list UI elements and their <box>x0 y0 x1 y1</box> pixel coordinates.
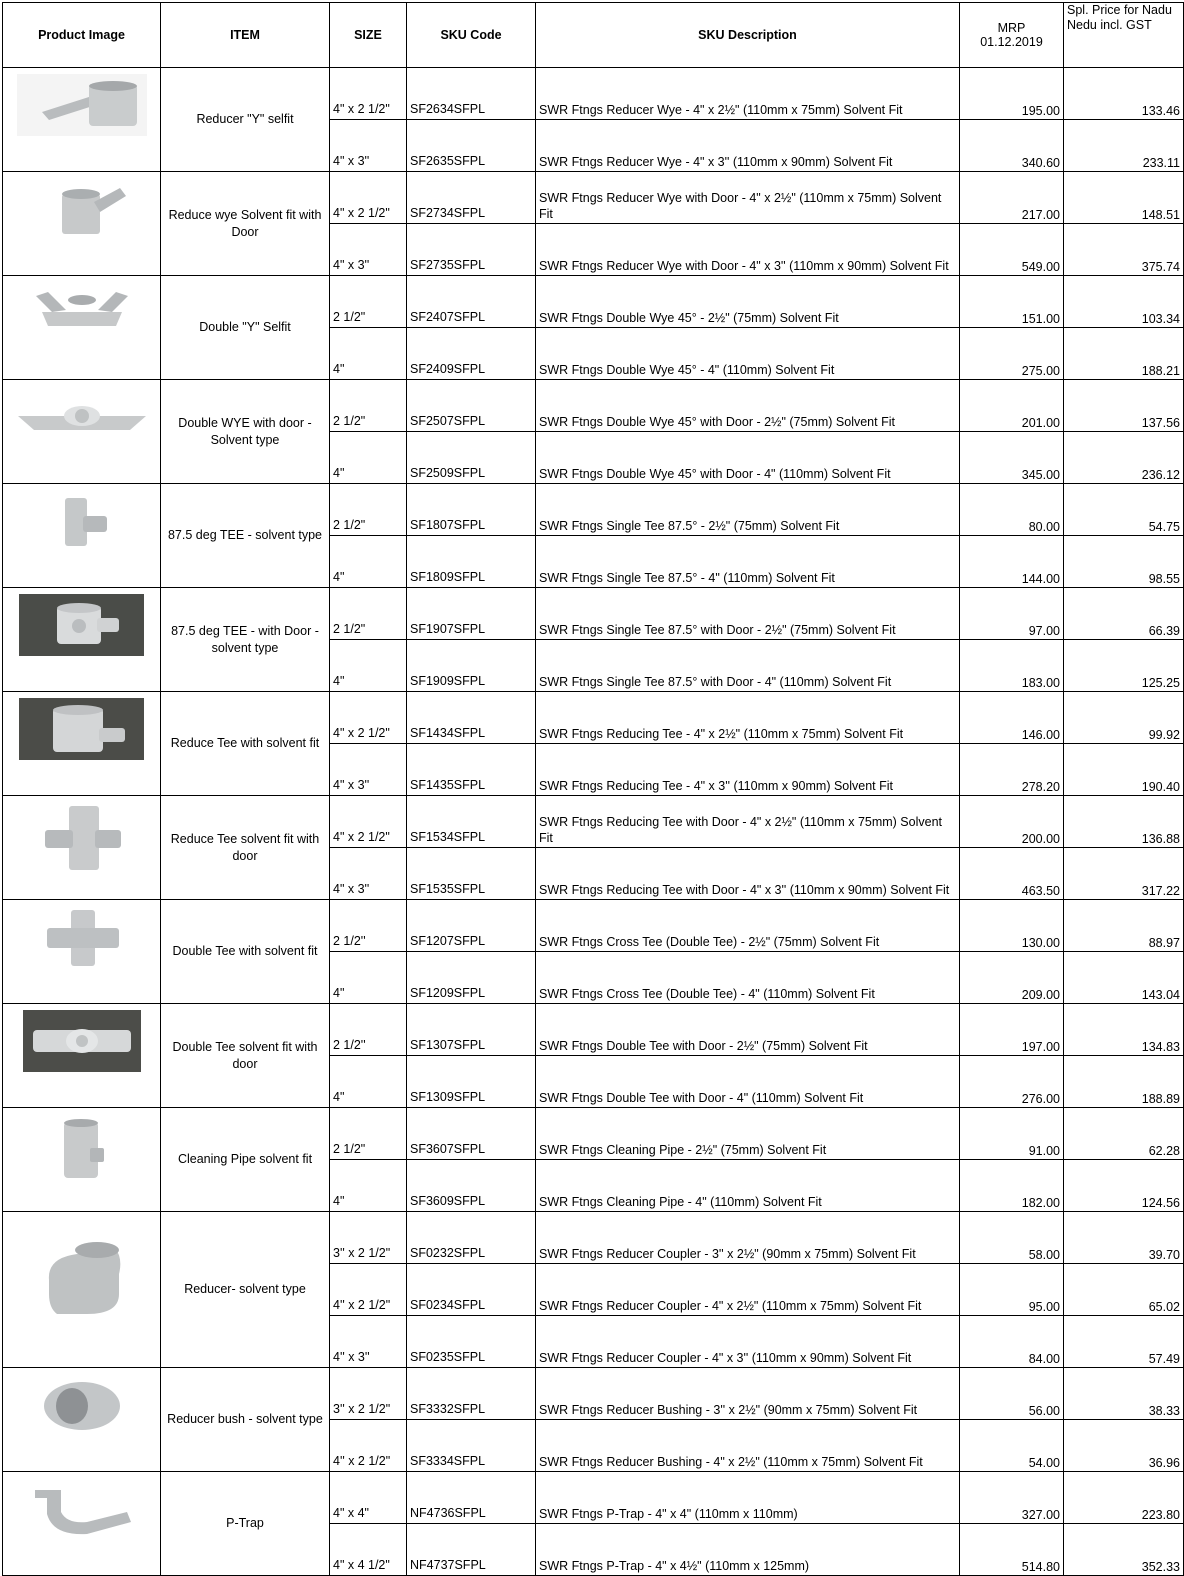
mrp-cell: 276.00 <box>960 1056 1064 1108</box>
special-price-cell: 236.12 <box>1064 432 1184 484</box>
sku-code-cell: SF3607SFPL <box>407 1108 536 1160</box>
product-image <box>3 172 161 276</box>
sku-code-cell: SF2507SFPL <box>407 380 536 432</box>
special-price-cell: 98.55 <box>1064 536 1184 588</box>
sku-code-cell: SF1807SFPL <box>407 484 536 536</box>
size-cell: 4" x 3'' <box>330 744 407 796</box>
table-row <box>3 68 1184 120</box>
size-cell: 2 1/2" <box>330 380 407 432</box>
reducer-bush-image <box>3 1374 160 1439</box>
mrp-cell: 217.00 <box>960 172 1064 224</box>
item-name: Reducer "Y" selfit <box>161 68 330 172</box>
header-special-price: Spl. Price for Nadu Nedu incl. GST <box>1064 3 1184 68</box>
price-table <box>2 2 1184 1576</box>
mrp-cell: 345.00 <box>960 432 1064 484</box>
sku-description-cell: SWR Ftngs Reducer Wye with Door - 4" x 3'' (110mm x 90mm) Solvent Fit <box>536 224 960 276</box>
sku-description-cell: SWR Ftngs P-Trap - 4" x 4½" (110mm x 125mm) <box>536 1524 960 1576</box>
sku-code-cell: SF1307SFPL <box>407 1004 536 1056</box>
mrp-cell: 278.20 <box>960 744 1064 796</box>
special-price-cell: 136.88 <box>1064 796 1184 848</box>
mrp-cell: 95.00 <box>960 1264 1064 1316</box>
sku-description-cell: SWR Ftngs Single Tee 87.5° with Door - 4" (110mm) Solvent Fit <box>536 640 960 692</box>
table-row <box>3 1472 1184 1524</box>
special-price-cell: 62.28 <box>1064 1108 1184 1160</box>
sku-description-cell: SWR Ftngs Cross Tee (Double Tee) - 4" (110mm) Solvent Fit <box>536 952 960 1004</box>
table-row <box>3 172 1184 224</box>
mrp-cell: 340.60 <box>960 120 1064 172</box>
special-price-cell: 133.46 <box>1064 68 1184 120</box>
special-price-cell: 99.92 <box>1064 692 1184 744</box>
mrp-cell: 144.00 <box>960 536 1064 588</box>
special-price-cell: 57.49 <box>1064 1316 1184 1368</box>
size-cell: 4" x 3'' <box>330 224 407 276</box>
header-mrp-label: MRP <box>997 21 1026 35</box>
size-cell: 4'' x 2 1/2" <box>330 1264 407 1316</box>
size-cell: 4" x 3'' <box>330 848 407 900</box>
size-cell: 4" x 2 1/2" <box>330 172 407 224</box>
sku-code-cell: SF0232SFPL <box>407 1212 536 1264</box>
size-cell: 2 1/2" <box>330 588 407 640</box>
sku-code-cell: NF4736SFPL <box>407 1472 536 1524</box>
reducer-wye-image <box>3 74 160 139</box>
sku-description-cell: SWR Ftngs Reducer Wye with Door - 4" x 2½" (110mm x 75mm) Solvent Fit <box>536 172 960 224</box>
mrp-cell: 200.00 <box>960 796 1064 848</box>
sku-description-cell: SWR Ftngs Double Tee with Door - 2½" (75mm) Solvent Fit <box>536 1004 960 1056</box>
mrp-cell: 463.50 <box>960 848 1064 900</box>
table-row <box>3 900 1184 952</box>
sku-code-cell: SF1435SFPL <box>407 744 536 796</box>
sku-description-cell: SWR Ftngs Single Tee 87.5° - 4" (110mm) Solvent Fit <box>536 536 960 588</box>
mrp-cell: 201.00 <box>960 380 1064 432</box>
cleaning-pipe-image <box>3 1114 160 1187</box>
product-image <box>3 1368 161 1472</box>
sku-code-cell: SF1535SFPL <box>407 848 536 900</box>
mrp-cell: 56.00 <box>960 1368 1064 1420</box>
header-mrp-date: 01.12.2019 <box>980 35 1043 49</box>
mrp-cell: 182.00 <box>960 1160 1064 1212</box>
special-price-cell: 125.25 <box>1064 640 1184 692</box>
special-price-cell: 134.83 <box>1064 1004 1184 1056</box>
double-wye-image <box>3 282 160 347</box>
size-cell: 4" x 2 1/2" <box>330 692 407 744</box>
size-cell: 2 1/2" <box>330 1108 407 1160</box>
special-price-cell: 39.70 <box>1064 1212 1184 1264</box>
double-tee-door-image <box>3 1010 160 1075</box>
product-image <box>3 484 161 588</box>
sku-code-cell: SF1209SFPL <box>407 952 536 1004</box>
double-wye-door-image <box>3 386 160 451</box>
header-sku-description: SKU Description <box>536 3 960 68</box>
size-cell: 4" <box>330 640 407 692</box>
product-image <box>3 68 161 172</box>
mrp-cell: 514.80 <box>960 1524 1064 1576</box>
header-size: SIZE <box>330 3 407 68</box>
reducer-wye-door-image <box>3 178 160 243</box>
mrp-cell: 209.00 <box>960 952 1064 1004</box>
special-price-cell: 38.33 <box>1064 1368 1184 1420</box>
cross-tee-image <box>3 906 160 971</box>
mrp-cell: 327.00 <box>960 1472 1064 1524</box>
sku-description-cell: SWR Ftngs Reducing Tee with Door - 4" x 2½" (110mm x 75mm) Solvent Fit <box>536 796 960 848</box>
mrp-cell: 97.00 <box>960 588 1064 640</box>
sku-code-cell: SF3334SFPL <box>407 1420 536 1472</box>
sku-code-cell: SF2407SFPL <box>407 276 536 328</box>
mrp-cell: 91.00 <box>960 1108 1064 1160</box>
sku-description-cell: SWR Ftngs Reducer Bushing - 4" x 2½" (110mm x 75mm) Solvent Fit <box>536 1420 960 1472</box>
table-row <box>3 380 1184 432</box>
sku-code-cell: SF2409SFPL <box>407 328 536 380</box>
item-name: Reduce wye Solvent fit with Door <box>161 172 330 276</box>
special-price-cell: 188.89 <box>1064 1056 1184 1108</box>
sku-description-cell: SWR Ftngs Single Tee 87.5° with Door - 2½" (75mm) Solvent Fit <box>536 588 960 640</box>
sku-code-cell: SF1809SFPL <box>407 536 536 588</box>
single-tee-image <box>3 490 160 555</box>
sku-code-cell: SF2734SFPL <box>407 172 536 224</box>
mrp-cell: 275.00 <box>960 328 1064 380</box>
item-name: Reduce Tee solvent fit with door <box>161 796 330 900</box>
sku-description-cell: SWR Ftngs Cleaning Pipe - 4" (110mm) Solvent Fit <box>536 1160 960 1212</box>
table-row <box>3 1004 1184 1056</box>
item-name: Cleaning Pipe solvent fit <box>161 1108 330 1212</box>
special-price-cell: 190.40 <box>1064 744 1184 796</box>
sku-description-cell: SWR Ftngs Reducing Tee - 4" x 3'' (110mm x 90mm) Solvent Fit <box>536 744 960 796</box>
special-price-cell: 317.22 <box>1064 848 1184 900</box>
table-row <box>3 1368 1184 1420</box>
item-name: 87.5 deg TEE - with Door - solvent type <box>161 588 330 692</box>
item-name: Reducer- solvent type <box>161 1212 330 1368</box>
size-cell: 4" x 3'' <box>330 120 407 172</box>
size-cell: 3'' x 2 1/2" <box>330 1212 407 1264</box>
size-cell: 4" <box>330 328 407 380</box>
sku-code-cell: SF1909SFPL <box>407 640 536 692</box>
sku-code-cell: SF1434SFPL <box>407 692 536 744</box>
sku-description-cell: SWR Ftngs Reducer Coupler - 4" x 2½" (110mm x 75mm) Solvent Fit <box>536 1264 960 1316</box>
size-cell: 4" <box>330 1056 407 1108</box>
product-image <box>3 692 161 796</box>
size-cell: 4" <box>330 952 407 1004</box>
header-row <box>3 3 1184 68</box>
sku-code-cell: SF0234SFPL <box>407 1264 536 1316</box>
size-cell: 4'' x 2 1/2" <box>330 1420 407 1472</box>
sku-code-cell: SF2509SFPL <box>407 432 536 484</box>
special-price-cell: 65.02 <box>1064 1264 1184 1316</box>
size-cell: 4" x 2 1/2" <box>330 796 407 848</box>
mrp-cell: 549.00 <box>960 224 1064 276</box>
item-name: Reducer bush - solvent type <box>161 1368 330 1472</box>
size-cell: 4" <box>330 432 407 484</box>
sku-code-cell: SF3332SFPL <box>407 1368 536 1420</box>
special-price-cell: 352.33 <box>1064 1524 1184 1576</box>
sku-description-cell: SWR Ftngs Single Tee 87.5° - 2½" (75mm) Solvent Fit <box>536 484 960 536</box>
size-cell: 2 1/2'' <box>330 900 407 952</box>
special-price-cell: 188.21 <box>1064 328 1184 380</box>
sku-description-cell: SWR Ftngs Cross Tee (Double Tee) - 2½" (75mm) Solvent Fit <box>536 900 960 952</box>
sku-description-cell: SWR Ftngs Double Wye 45° with Door - 2½" (75mm) Solvent Fit <box>536 380 960 432</box>
mrp-cell: 80.00 <box>960 484 1064 536</box>
mrp-cell: 197.00 <box>960 1004 1064 1056</box>
special-price-cell: 103.34 <box>1064 276 1184 328</box>
sku-description-cell: SWR Ftngs Cleaning Pipe - 2½" (75mm) Solvent Fit <box>536 1108 960 1160</box>
sku-code-cell: SF1207SFPL <box>407 900 536 952</box>
table-row <box>3 588 1184 640</box>
size-cell: 2 1/2" <box>330 276 407 328</box>
sku-code-cell: SF3609SFPL <box>407 1160 536 1212</box>
table-row <box>3 484 1184 536</box>
product-image <box>3 1108 161 1212</box>
size-cell: 2 1/2" <box>330 484 407 536</box>
sku-description-cell: SWR Ftngs Double Wye 45° - 4" (110mm) Solvent Fit <box>536 328 960 380</box>
product-image <box>3 588 161 692</box>
special-price-cell: 88.97 <box>1064 900 1184 952</box>
sku-description-cell: SWR Ftngs Reducer Coupler - 4" x 3'' (110mm x 90mm) Solvent Fit <box>536 1316 960 1368</box>
special-price-cell: 223.80 <box>1064 1472 1184 1524</box>
table-row <box>3 692 1184 744</box>
sku-code-cell: SF2635SFPL <box>407 120 536 172</box>
special-price-cell: 137.56 <box>1064 380 1184 432</box>
item-name: Double "Y" Selfit <box>161 276 330 380</box>
special-price-cell: 124.56 <box>1064 1160 1184 1212</box>
mrp-cell: 195.00 <box>960 68 1064 120</box>
sku-code-cell: SF1907SFPL <box>407 588 536 640</box>
reducing-tee-image <box>3 698 160 763</box>
sku-description-cell: SWR Ftngs Double Wye 45° - 2½" (75mm) Solvent Fit <box>536 276 960 328</box>
size-cell: 4" x 2 1/2" <box>330 68 407 120</box>
product-image <box>3 1212 161 1368</box>
product-image <box>3 900 161 1004</box>
size-cell: 4" x 4 1/2" <box>330 1524 407 1576</box>
header-product-image: Product Image <box>3 3 161 68</box>
mrp-cell: 58.00 <box>960 1212 1064 1264</box>
product-image <box>3 796 161 900</box>
header-mrp <box>960 3 1064 68</box>
p-trap-image <box>3 1478 160 1543</box>
item-name: Double WYE with door - Solvent type <box>161 380 330 484</box>
item-name: Double Tee solvent fit with door <box>161 1004 330 1108</box>
special-price-cell: 233.11 <box>1064 120 1184 172</box>
reducing-tee-door-image <box>3 802 160 875</box>
table-row <box>3 276 1184 328</box>
mrp-cell: 54.00 <box>960 1420 1064 1472</box>
mrp-cell: 130.00 <box>960 900 1064 952</box>
single-tee-door-image <box>3 594 160 659</box>
sku-description-cell: SWR Ftngs Reducer Coupler - 3'' x 2½" (90mm x 75mm) Solvent Fit <box>536 1212 960 1264</box>
header-sku-code: SKU Code <box>407 3 536 68</box>
header-item: ITEM <box>161 3 330 68</box>
size-cell: 3'' x 2 1/2" <box>330 1368 407 1420</box>
item-name: Double Tee with solvent fit <box>161 900 330 1004</box>
sku-code-cell: SF0235SFPL <box>407 1316 536 1368</box>
reducer-coupler-image <box>3 1218 160 1331</box>
item-name: P-Trap <box>161 1472 330 1576</box>
item-name: Reduce Tee with solvent fit <box>161 692 330 796</box>
mrp-cell: 84.00 <box>960 1316 1064 1368</box>
sku-code-cell: SF2735SFPL <box>407 224 536 276</box>
size-cell: 4'' x 3'' <box>330 1316 407 1368</box>
special-price-cell: 375.74 <box>1064 224 1184 276</box>
special-price-cell: 148.51 <box>1064 172 1184 224</box>
sku-description-cell: SWR Ftngs Reducing Tee - 4" x 2½" (110mm x 75mm) Solvent Fit <box>536 692 960 744</box>
special-price-cell: 143.04 <box>1064 952 1184 1004</box>
table-row <box>3 1212 1184 1264</box>
size-cell: 4" <box>330 1160 407 1212</box>
size-cell: 2 1/2'' <box>330 1004 407 1056</box>
special-price-cell: 54.75 <box>1064 484 1184 536</box>
sku-description-cell: SWR Ftngs Reducing Tee with Door - 4" x 3'' (110mm x 90mm) Solvent Fit <box>536 848 960 900</box>
sku-code-cell: SF1534SFPL <box>407 796 536 848</box>
mrp-cell: 151.00 <box>960 276 1064 328</box>
product-image <box>3 1472 161 1576</box>
product-image <box>3 1004 161 1108</box>
item-name: 87.5 deg TEE - solvent type <box>161 484 330 588</box>
sku-description-cell: SWR Ftngs Double Tee with Door - 4" (110mm) Solvent Fit <box>536 1056 960 1108</box>
sku-description-cell: SWR Ftngs Reducer Wye - 4" x 3'' (110mm x 90mm) Solvent Fit <box>536 120 960 172</box>
sku-description-cell: SWR Ftngs Reducer Bushing - 3'' x 2½" (90mm x 75mm) Solvent Fit <box>536 1368 960 1420</box>
special-price-cell: 36.96 <box>1064 1420 1184 1472</box>
mrp-cell: 183.00 <box>960 640 1064 692</box>
sku-description-cell: SWR Ftngs Reducer Wye - 4" x 2½" (110mm x 75mm) Solvent Fit <box>536 68 960 120</box>
sku-code-cell: NF4737SFPL <box>407 1524 536 1576</box>
sku-description-cell: SWR Ftngs Double Wye 45° with Door - 4" (110mm) Solvent Fit <box>536 432 960 484</box>
table-row <box>3 1108 1184 1160</box>
sku-description-cell: SWR Ftngs P-Trap - 4" x 4" (110mm x 110mm) <box>536 1472 960 1524</box>
product-image <box>3 380 161 484</box>
product-image <box>3 276 161 380</box>
mrp-cell: 146.00 <box>960 692 1064 744</box>
table-row <box>3 796 1184 848</box>
special-price-cell: 66.39 <box>1064 588 1184 640</box>
size-cell: 4" <box>330 536 407 588</box>
sku-code-cell: SF2634SFPL <box>407 68 536 120</box>
sku-code-cell: SF1309SFPL <box>407 1056 536 1108</box>
size-cell: 4" x 4" <box>330 1472 407 1524</box>
